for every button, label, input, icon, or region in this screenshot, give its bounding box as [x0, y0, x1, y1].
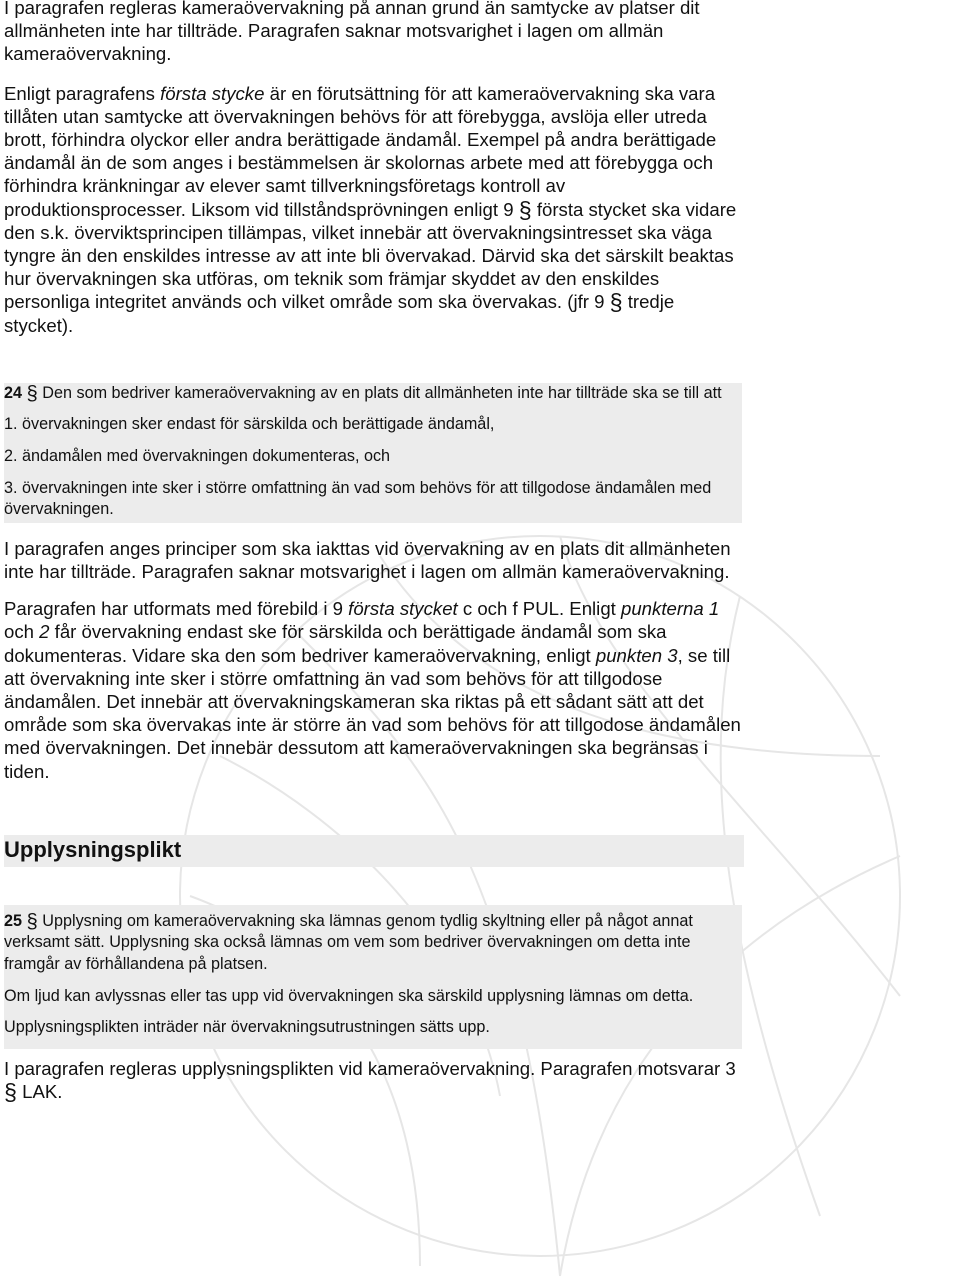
- section-25-paragraph-2: Om ljud kan avlyssnas eller tas upp vid övervakningen ska särskild upplysning lämnas om detta.: [4, 986, 694, 1005]
- section-symbol: §: [26, 382, 38, 405]
- section-symbol: §: [609, 289, 623, 316]
- section-24-item-1: 1. övervakningen sker endast för särskilda och berättigade ändamål,: [4, 415, 495, 434]
- statute-section-25: [4, 905, 742, 1049]
- comment-24-paragraph-2: Paragrafen har utformats med förebild i 9 första stycket c och f PUL. Enligt punkterna 1 och 2 får övervakning endast ske för särskilda och berättigade ändamål som ska dokumenteras. Vidare ska den som bedriver kameraövervakning, enligt punkten 3, se till att övervakning inte sker i större omfattning än vad som behövs för att tillgodose ändamålen. Det innebär att övervakningskameran ska riktas på ett sådant sätt att det område som ska övervakas inte är större än vad som behövs för att tillgodose ändamålen med övervakningen. Det innebär dessutom att kameraövervakningen ska begränsas i tiden.: [4, 598, 741, 782]
- statute-section-24: [4, 383, 742, 523]
- section-24-item-2: 2. ändamålen med övervakningen dokumenteras, och: [4, 447, 391, 466]
- section-25-paragraph-3: Upplysningsplikten inträder när övervakningsutrustningen sätts upp.: [4, 1018, 490, 1037]
- comment-24-paragraph-1: I paragrafen anges principer som ska iakttas vid övervakning av en plats dit allmänheten inte har tillträde. Paragrafen saknar motsvarighet i lagen om allmän kameraövervakning.: [4, 537, 731, 583]
- intro-paragraph-2: Enligt paragrafens första stycke är en förutsättning för att kameraövervakning ska vara tillåten utan samtycke att övervakningen behövs för att förebygga, avslöja eller utreda brott, förhindra olyckor eller andra berättigade ändamål. Exempel på andra berättigade ändamål än de som anges i bestämmelsen är skolornas arbete med att förebygga och förhindra kränkningar av elever samt tillverkningsföretags kontroll av produktionsprocesser. Liksom vid tillståndsprövningen enligt 9 § första stycket ska vidare den s.k. överviktsprincipen tillämpas, vilket innebär att övervakningsintresset ska väga tyngre än den enskildes intresse av att inte bli övervakad. Därvid ska det särskilt beaktas hur övervakningen ska utföras, om teknik som främjar skyddet av den enskildes personliga integritet används och vilket område som ska övervakas. (jfr 9 § tredje stycket).: [4, 82, 737, 336]
- comment-25-paragraph: I paragrafen regleras upplysningsplikten vid kameraövervakning. Paragrafen motsvarar 3 § LAK.: [4, 1057, 736, 1106]
- section-symbol: §: [518, 196, 532, 223]
- section-24-lead: 24 § Den som bedriver kameraövervakning av en plats dit allmänheten inte har tillträde ska se till att: [4, 382, 722, 405]
- section-24-item-3: 3. övervakningen inte sker i större omfattning än vad som behövs för att tillgodose ändamålen med övervakningen.: [4, 478, 712, 519]
- section-25-lead: 25 § Upplysning om kameraövervakning ska lämnas genom tydlig skyltning eller på något annat verksamt sätt. Upplysning ska också lämnas om vem som bedriver övervakningen om detta inte framgår av förhållandena på platsen.: [4, 910, 693, 974]
- intro-paragraph-1: I paragrafen regleras kameraövervakning på annan grund än samtycke av platser dit allmänheten inte har tillträde. Paragrafen saknar motsvarighet i lagen om allmän kameraövervakning.: [4, 0, 700, 65]
- section-symbol: §: [26, 910, 38, 933]
- section-heading: Upplysningsplikt: [4, 835, 744, 867]
- section-symbol: §: [4, 1079, 17, 1106]
